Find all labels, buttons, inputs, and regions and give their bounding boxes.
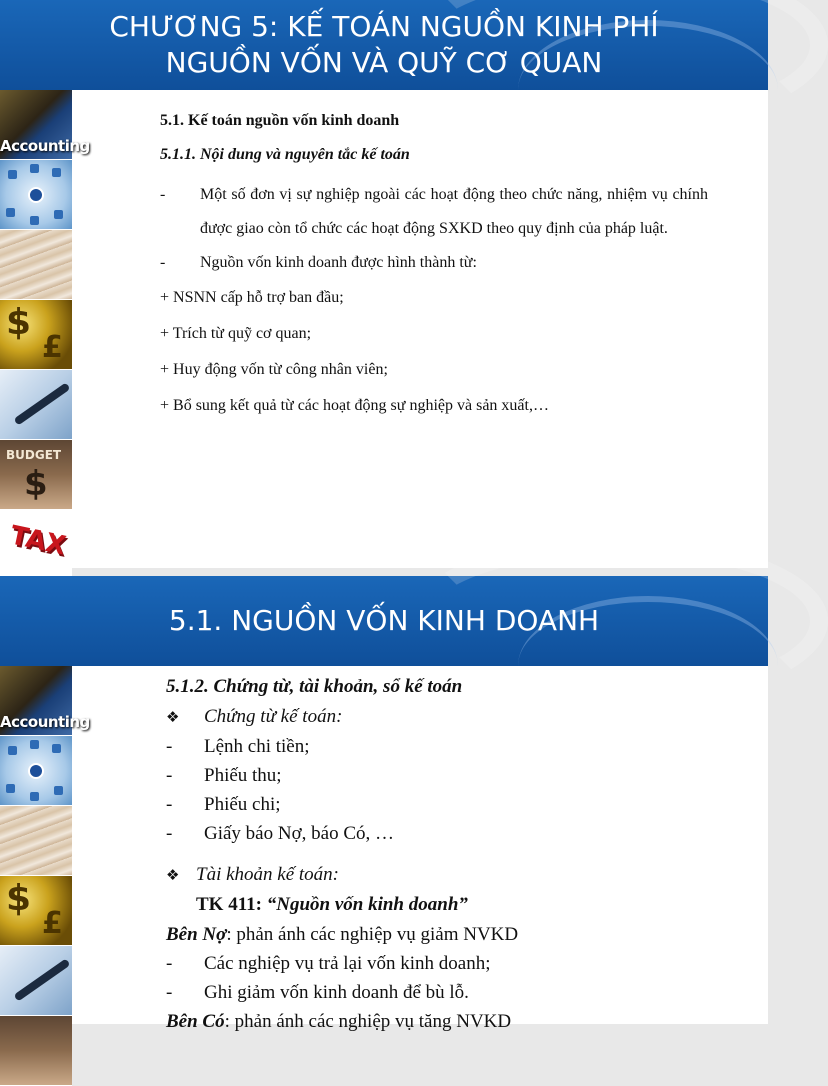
pen-document-image (0, 370, 72, 440)
title-bar (0, 0, 768, 90)
plus-item: + Huy động vốn từ công nhân viên; (160, 361, 388, 378)
slide-title (0, 0, 768, 90)
account-name: “Nguồn vốn kinh doanh” (266, 894, 468, 915)
diamond-bullet-icon: ❖ (166, 708, 180, 726)
accounting-image (0, 666, 90, 736)
voucher-title: Chứng từ kế toán: (204, 706, 343, 727)
section-heading: 5.1. Kế toán nguồn vốn kinh doanh (160, 112, 400, 129)
banknotes-image (0, 230, 72, 300)
debit-line (166, 920, 708, 949)
diamond-bullet-icon: ❖ (166, 866, 180, 884)
plus-item: + Trích từ quỹ cơ quan; (160, 325, 312, 342)
accounting-image (0, 90, 90, 160)
budget-dollar-symbol: $ (24, 464, 48, 504)
debit-item: - Ghi giảm vốn kinh doanh để bù lỗ. (166, 982, 469, 1003)
slide-1 (0, 0, 768, 568)
plus-item: + Bổ sung kết quả từ các hoạt động sự nghiệp và sản xuất,… (160, 397, 549, 414)
title-line-1: CHƯƠNG 5: KẾ TOÁN NGUỒN KINH PHÍ (109, 10, 659, 43)
account-title: Tài khoản kế toán: (196, 864, 340, 885)
banknotes-image (0, 806, 72, 876)
title-line-2: NGUỒN VỐN VÀ QUỸ CƠ QUAN (165, 46, 603, 79)
debit-label: Bên Nợ (166, 924, 227, 945)
network-diagram-image (0, 160, 72, 230)
voucher-item: - Phiếu chi; (166, 794, 281, 815)
credit-line (166, 1007, 708, 1036)
pen-document-image (0, 946, 72, 1016)
voucher-item: - Phiếu thu; (166, 765, 282, 786)
account-bullet (166, 860, 708, 890)
side-image-strip (0, 666, 90, 1024)
budget-word: BUDGET (6, 448, 62, 462)
pound-symbol: £ (42, 330, 63, 365)
slide-2-content (166, 672, 708, 1036)
side-image-strip (0, 90, 90, 568)
title-line: 5.1. NGUỒN VỐN KINH DOANH (168, 604, 600, 637)
dash-item: - Nguồn vốn kinh doanh được hình thành từ: (160, 246, 708, 280)
voucher-bullet (166, 702, 708, 732)
credit-text: : phản ánh các nghiệp vụ tăng NVKD (224, 1011, 512, 1032)
voucher-item: - Lệnh chi tiền; (166, 736, 310, 757)
currency-coins-image (0, 876, 72, 946)
voucher-item: - Giấy báo Nợ, báo Có, … (166, 823, 394, 844)
budget-bag-image (0, 1016, 72, 1086)
network-diagram-image (0, 736, 72, 806)
debit-item: - Các nghiệp vụ trả lại vốn kinh doanh; (166, 953, 491, 974)
dollar-symbol: $ (6, 878, 32, 919)
slide-title (0, 576, 768, 666)
subsection-heading: 5.1.1. Nội dung và nguyên tắc kế toán (160, 146, 410, 163)
budget-bag-image (0, 440, 72, 510)
dash-item-text: Nguồn vốn kinh doanh được hình thành từ: (200, 254, 477, 271)
debit-text: : phản ánh các nghiệp vụ giảm NVKD (226, 924, 519, 945)
accounting-word: Accounting (0, 713, 90, 731)
slide-2 (0, 576, 768, 1032)
dash-item: - Một số đơn vị sự nghiệp ngoài các hoạt động theo chức năng, nhiệm vụ chính được giao còn tổ chức các hoạt động SXKD theo quy định của pháp luật. (160, 178, 708, 246)
pound-symbol: £ (42, 906, 63, 941)
account-code: TK 411: (196, 894, 262, 915)
dollar-symbol: $ (6, 302, 32, 343)
title-bar (0, 576, 768, 666)
credit-label: Bên Có (166, 1011, 225, 1032)
account-code-line (166, 890, 708, 920)
accounting-word: Accounting (0, 137, 90, 155)
section-heading: 5.1.2. Chứng từ, tài khoản, sổ kế toán (166, 676, 463, 697)
tax-word: TAX (7, 520, 69, 562)
slide-1-content (160, 112, 708, 424)
tax-image (0, 510, 72, 580)
plus-item: + NSNN cấp hỗ trợ ban đầu; (160, 289, 344, 306)
dash-item-text: Một số đơn vị sự nghiệp ngoài các hoạt động theo chức năng, nhiệm vụ chính được giao còn tổ chức các hoạt động SXKD theo quy định của pháp luật. (200, 186, 708, 237)
currency-coins-image (0, 300, 72, 370)
